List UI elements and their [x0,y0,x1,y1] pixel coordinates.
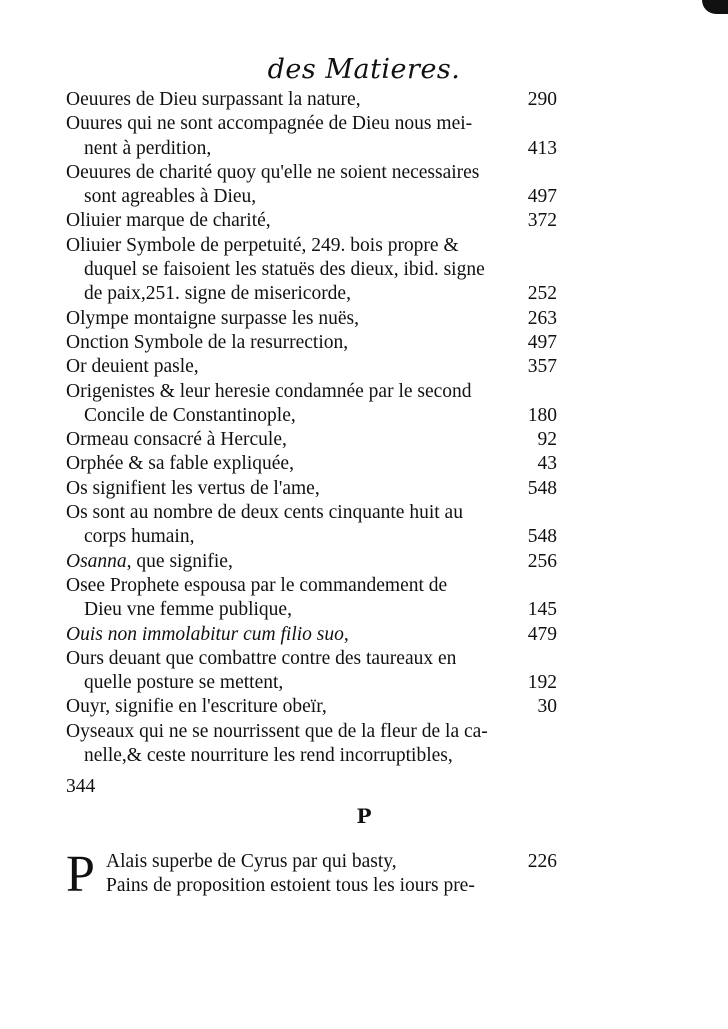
entry-line [66,428,557,452]
section-letter: P [356,804,372,828]
index-entry [66,307,557,331]
entry-line [66,209,557,233]
entry-page-number: 92 [537,429,557,451]
entry-text: duquel se faisoient les statuës des dieux, ibid. signe [84,259,485,281]
index-entry [66,647,557,696]
catchword: 344 [66,776,96,797]
entry-text: Osee Prophete espousa par le commandement de [66,574,448,596]
entry-page-number [549,874,557,898]
entry-text: Orphée & sa fable expliquée, [66,453,294,475]
entry-page-number: 357 [527,356,557,378]
entry-page-number: 192 [527,672,557,694]
entry-line [66,452,557,476]
entry-text: Dieu vne femme publique, [84,599,292,621]
index-entry [66,452,557,476]
entry-line [66,598,557,622]
entry-text: sont agreables à Dieu, [84,186,257,208]
entry-text: de paix,251. signe de misericorde, [84,283,351,305]
index-entry [66,331,557,355]
entry-text: Ours deuant que combattre contre des taureaux en [66,647,457,669]
entry-line [66,744,557,768]
entry-line [66,137,557,161]
entry-page-number: 372 [527,210,557,232]
entry-line [66,525,557,549]
p-section-entries [66,846,557,903]
entry-page-number: 226 [527,851,557,872]
entry-line [66,695,557,719]
index-entry [66,501,557,550]
p-entry-line [66,874,557,898]
entry-line [66,307,557,331]
page-header: des Matieres. [267,54,461,85]
entry-page-number: 479 [527,623,557,645]
entry-text: Ouis non immolabitur cum filio suo, [66,623,349,645]
index-entry [66,88,557,112]
index-entry [66,355,557,379]
drop-cap: P [66,846,95,903]
entry-text: Ouures qui ne sont accompagnée de Dieu nous mei- [66,113,473,135]
entry-text: Pains de proposition estoient tous les iours pre- [106,875,475,897]
entry-line [66,331,557,355]
entry-line [66,477,557,501]
entry-line [66,88,557,112]
entry-text: nent à perdition, [84,137,212,159]
entry-page-number: 252 [527,283,557,305]
p-entry-line [66,850,557,874]
entry-page-number [519,744,557,768]
entry-line [66,720,557,744]
entry-text: Oliuier marque de charité, [66,210,271,232]
entry-text: Osanna, que signifie, [66,550,233,572]
entry-line [66,355,557,379]
index-entry [66,428,557,452]
entry-page-number: 548 [527,477,557,499]
entry-page-number: 180 [527,404,557,426]
entry-line [66,501,557,525]
entry-page-number: 30 [537,696,557,718]
entry-page-number: 497 [527,186,557,208]
entry-page-number: 413 [527,137,557,159]
entry-line [66,234,557,258]
entry-text: Oeuures de Dieu surpassant la nature, [66,89,361,110]
entry-page-number: 263 [527,307,557,329]
entry-text: Origenistes & leur heresie condamnée par le second [66,380,472,402]
entry-text: Oeuures de charité quoy qu'elle ne soient necessaires [66,161,480,183]
index-entry [66,380,557,429]
index-entry [66,720,557,769]
entry-text: Olympe montaigne surpasse les nuës, [66,307,359,329]
index-entry [66,234,557,307]
index-entry [66,477,557,501]
entry-text: Ouyr, signifie en l'escriture obeïr, [66,696,327,718]
index-entry [66,161,557,210]
entry-line [66,623,557,647]
entry-text: Alais superbe de Cyrus par qui basty, [106,851,397,872]
entry-line [66,380,557,404]
entry-line [66,161,557,185]
index-entry [66,112,557,161]
entry-line [66,282,557,306]
entry-text: Or deuient pasle, [66,356,199,378]
entry-text: quelle posture se mettent, [84,672,284,694]
entry-page-number: 43 [537,453,557,475]
index-entry [66,574,557,623]
entry-line [66,112,557,136]
entry-page-number: 256 [527,550,557,572]
entry-text: Os signifient les vertus de l'ame, [66,477,320,499]
entry-line [66,258,557,282]
entry-line [66,185,557,209]
entry-text: Ormeau consacré à Hercule, [66,429,287,451]
index-entry [66,695,557,719]
entry-line [66,404,557,428]
entry-text: Os sont au nombre de deux cents cinquante huit au [66,502,463,524]
entry-text: Oliuier Symbole de perpetuité, 249. bois propre & [66,234,459,256]
page-corner-mark [702,0,728,14]
entry-text: Oyseaux qui ne se nourrissent que de la fleur de la ca- [66,720,488,742]
index-entry [66,550,557,574]
entry-page-number: 145 [527,599,557,621]
entry-line [66,671,557,695]
entry-text: Concile de Constantinople, [84,404,296,426]
index-entry [66,623,557,647]
entry-line [66,550,557,574]
entry-page-number: 497 [527,331,557,353]
index-entries [66,88,557,768]
entry-page-number: 290 [527,89,557,110]
entry-text: nelle,& ceste nourriture les rend incorruptibles, [84,745,453,767]
entry-page-number: 548 [527,526,557,548]
entry-text: corps humain, [84,526,195,548]
entry-text: Onction Symbole de la resurrection, [66,331,349,353]
index-entry [66,209,557,233]
entry-line [66,647,557,671]
entry-line [66,574,557,598]
